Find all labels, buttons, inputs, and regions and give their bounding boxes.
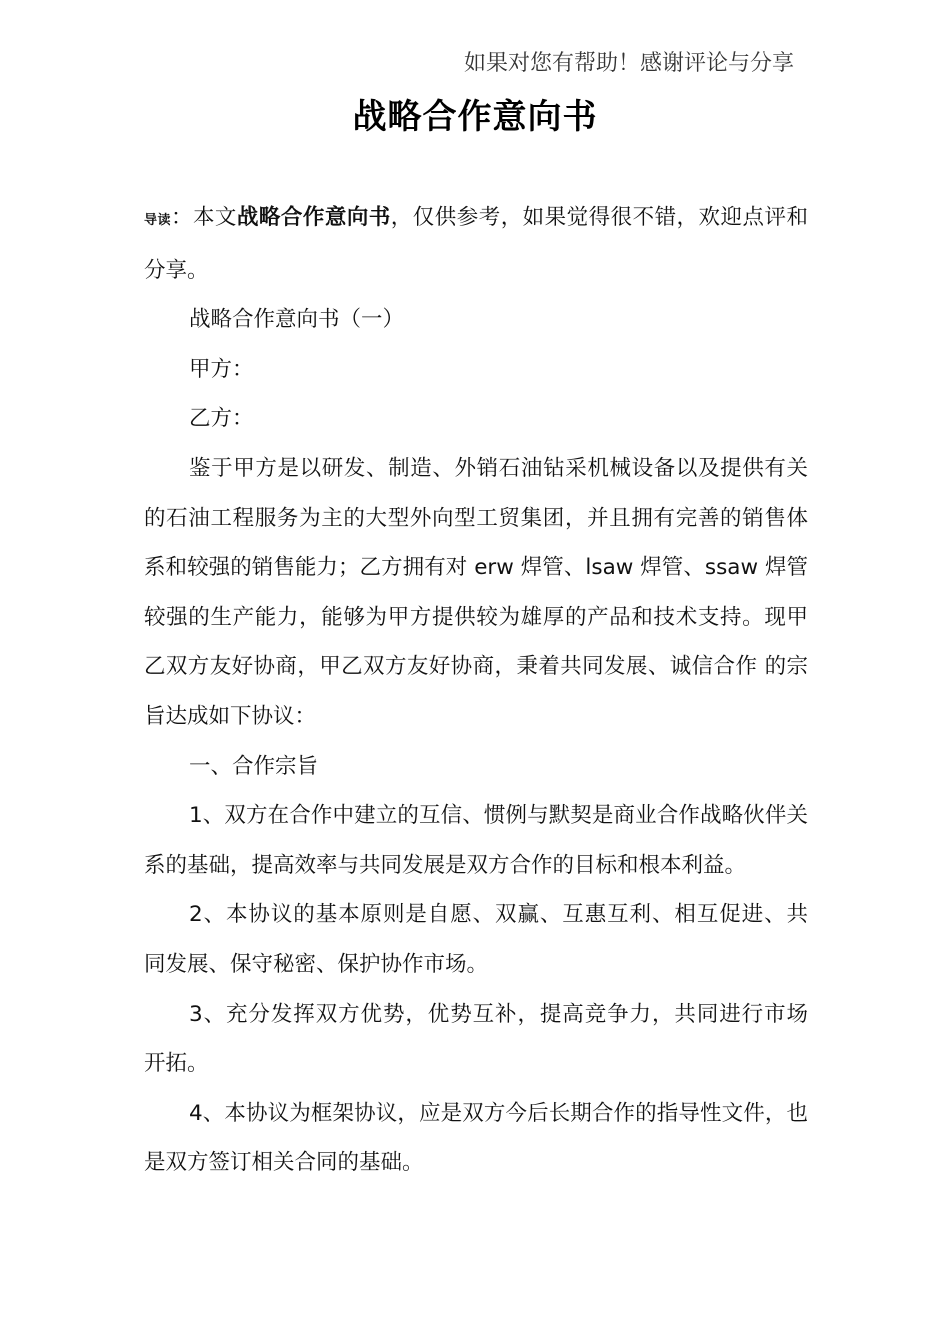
clause-item: 2、本协议的基本原则是自愿、双赢、互惠互利、相互促进、共 同发展、保守秘密、保护协作市场。 xyxy=(144,902,808,977)
clause-item: 3、充分发挥双方优势，优势互补，提高竞争力，共同进行市场 开拓。 xyxy=(144,1001,808,1077)
section-heading: 一、合作宗旨 xyxy=(189,753,319,779)
party-a: 甲方： xyxy=(189,356,254,382)
intro-label: 导读 xyxy=(144,213,171,228)
clause-item: 1、双方在合作中建立的互信、惯例与默契是商业合作战略伙伴关系的基础，提高效率与共同发展是双方合作的目标和根本利益。 xyxy=(144,803,808,878)
section-title: 战略合作意向书（一） xyxy=(189,307,405,333)
intro-before: ：本文 xyxy=(170,205,237,230)
intro-paragraph xyxy=(144,193,808,295)
document-body xyxy=(144,193,808,1188)
intro-bold-title: 战略合作意向书 xyxy=(236,205,391,230)
clause-item: 4、本协议为框架协议，应是双方今后长期合作的指导性文件，也是双方签订相关合同的基础。 xyxy=(144,1100,808,1176)
header-note: 如果对您有帮助！感谢评论与分享 xyxy=(463,51,794,76)
document-title: 战略合作意向书 xyxy=(352,97,598,137)
preamble-paragraph: 鉴于甲方是以研发、制造、外销石油钻采机械设备以及提供有关的石油工程服务为主的大型外向型工贸集团，并且拥有完善的销售体系和较强的销售能力；乙方拥有对 erw 焊管、lsaw 焊管、ssaw 焊管较强的生产能力，能够为甲方提供较为雄厚的产品和技术支持。现甲乙双方友好协商，甲乙双方友好协商，秉着共同发展、诚信合作 的宗旨达成如下协议： xyxy=(144,455,808,729)
intro-after: ，仅供参考，如果觉得很不错，欢迎点评和分享。 xyxy=(144,205,808,283)
party-b: 乙方： xyxy=(189,406,254,432)
